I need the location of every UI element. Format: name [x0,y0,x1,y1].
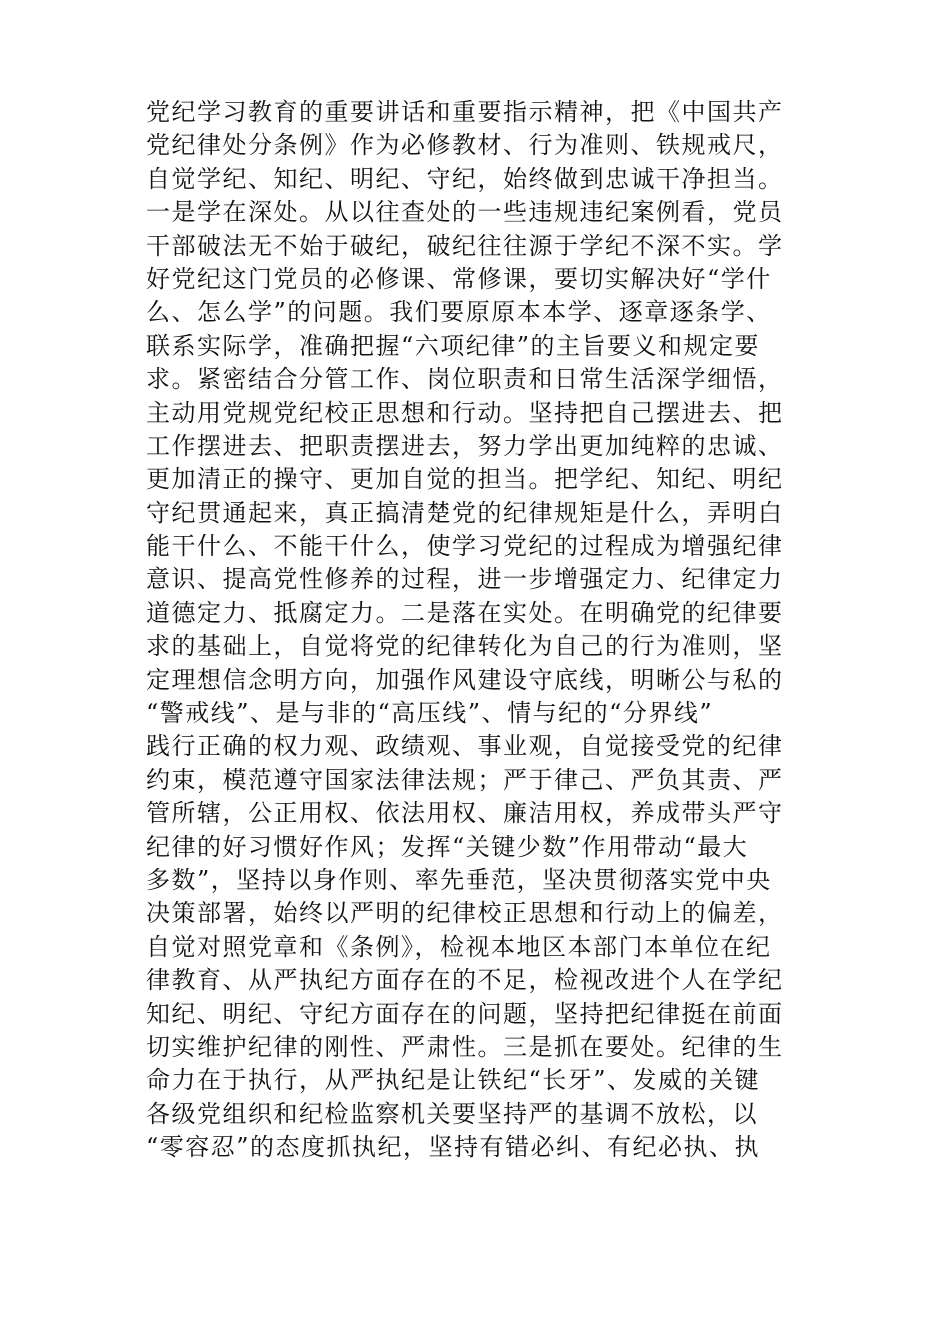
text-line: “警戒线”、是与非的“高压线”、情与纪的“分界线” [146,699,714,728]
text-line: 纪律的好习惯好作风；发挥“关键少数”作用带动“最大 [146,832,749,861]
text-line: 定理想信念明方向，加强作风建设守底线，明晰公与私的 [146,665,784,694]
text-line: 切实维护纪律的刚性、严肃性。三是抓在要处。纪律的生 [146,1032,784,1061]
text-line: 党纪学习教育的重要讲话和重要指示精神，把《中国共产 [146,98,784,126]
text-line: 自觉对照党章和《条例》，检视本地区本部门本单位在纪 [146,932,772,961]
text-line: 知纪、明纪、守纪方面存在的问题，坚持把纪律挺在前面 [146,999,784,1028]
text-line: 律教育、从严执纪方面存在的不足，检视改进个人在学纪 [146,966,784,995]
text-line: 工作摆进去、把职责摆进去，努力学出更加纯粹的忠诚、 [146,431,784,460]
text-line: 践行正确的权力观、政绩观、事业观，自觉接受党的纪律 [146,732,784,761]
text-line: 自觉学纪、知纪、明纪、守纪，始终做到忠诚干净担当。 [146,164,784,193]
text-line: 决策部署，始终以严明的纪律校正思想和行动上的偏差， [146,899,784,928]
text-line: 守纪贯通起来，真正搞清楚党的纪律规矩是什么，弄明白 [146,498,784,527]
text-line: 干部破法无不始于破纪，破纪往往源于学纪不深不实。学 [146,231,784,260]
text-line: 更加清正的操守、更加自觉的担当。把学纪、知纪、明纪 [146,465,784,494]
text-line: 命力在于执行，从严执纪是让铁纪“长牙”、发威的关键 [146,1066,761,1095]
text-line: 能干什么、不能干什么，使学习党纪的过程成为增强纪律 [146,532,784,561]
text-line: 意识、提高党性修养的过程，进一步增强定力、纪律定力 [146,565,784,594]
text-line: 党纪律处分条例》作为必修教材、行为准则、铁规戒尺， [146,131,784,160]
text-line: 一是学在深处。从以往查处的一些违规违纪案例看，党员 [146,198,784,227]
text-line: 求的基础上，自觉将党的纪律转化为自己的行为准则，坚 [146,632,784,661]
text-line: 多数”，坚持以身作则、率先垂范，坚决贯彻落实党中央 [146,865,772,894]
text-line: 道德定力、抵腐定力。二是落在实处。在明确党的纪律要 [146,598,784,627]
text-line: 各级党组织和纪检监察机关要坚持严的基调不放松，以 [146,1099,758,1128]
text-line: 么、怎么学”的问题。我们要原原本本学、逐章逐条学、 [146,298,772,327]
text-line: 好党纪这门党员的必修课、常修课，要切实解决好“学什 [146,264,772,293]
body-text [146,96,814,1165]
text-line: 主动用党规党纪校正思想和行动。坚持把自己摆进去、把 [146,398,784,427]
text-line: 求。紧密结合分管工作、岗位职责和日常生活深学细悟， [146,365,784,394]
text-line: 联系实际学，准确把握“六项纪律”的主旨要义和规定要 [146,331,761,360]
text-line: “零容忍”的态度抓执纪，坚持有错必纠、有纪必执、执 [146,1133,761,1162]
text-line: 管所辖，公正用权、依法用权、廉洁用权，养成带头严守 [146,799,784,828]
text-line: 约束，模范遵守国家法律法规；严于律己、严负其责、严 [146,765,784,794]
